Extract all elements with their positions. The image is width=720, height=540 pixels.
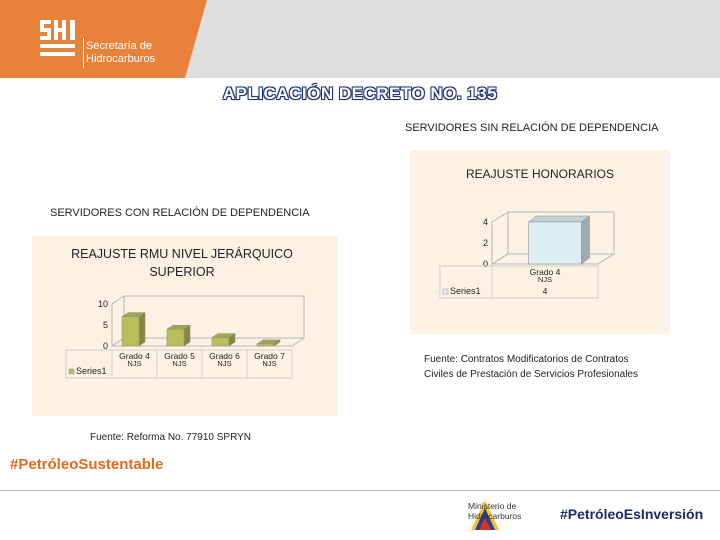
right-chart-panel xyxy=(410,150,670,334)
hashtag-right: #PetróleoEsInversión xyxy=(560,506,704,522)
logo-line2: Hidrocarburos xyxy=(86,53,156,65)
category-label-line1: Grado 7 xyxy=(254,351,285,361)
category-label-line2: NJS xyxy=(217,359,232,368)
legend-key xyxy=(69,369,74,374)
bar-side xyxy=(139,313,145,346)
page-title: APLICACIÓN DECRETO NO. 135 xyxy=(222,84,498,103)
left-source-note: Fuente: Reforma No. 77910 SPRYN xyxy=(90,432,252,443)
ministerio-line2: Hidrocarburos xyxy=(468,511,522,521)
category-label-line1: Grado 6 xyxy=(209,351,240,361)
y-tick-label: 2 xyxy=(482,238,488,248)
logo-separator xyxy=(83,38,84,68)
category-label-line1: Grado 4 xyxy=(119,351,150,361)
right-chart-title: REAJUSTE HONORARIOS xyxy=(465,167,615,181)
left-chart xyxy=(32,236,338,416)
shi-logo-icon xyxy=(40,20,80,64)
left-chart-panel xyxy=(32,236,338,416)
category-label-line2: NJS xyxy=(172,359,187,368)
left-chart-title-line2: SUPERIOR xyxy=(149,265,215,279)
chart-side-wall xyxy=(492,212,508,264)
right-source-note xyxy=(424,352,638,382)
left-chart-title-line1: REAJUSTE RMU NIVEL JERÁRQUICO xyxy=(71,247,293,261)
y-tick-label: 4 xyxy=(482,217,488,227)
left-section-label: SERVIDORES CON RELACIÓN DE DEPENDENCIA xyxy=(50,207,310,219)
y-tick-label: 0 xyxy=(102,341,108,351)
right-chart xyxy=(410,150,670,334)
right-section-label: SERVIDORES SIN RELACIÓN DE DEPENDENCIA xyxy=(405,122,659,134)
ministerio-text xyxy=(468,501,521,521)
bar xyxy=(212,338,229,346)
header-orange-wedge xyxy=(185,0,207,78)
legend-key xyxy=(443,289,448,294)
footer-divider xyxy=(0,490,720,491)
category-label-line2: NJS xyxy=(127,359,142,368)
logo-line1: Secretaría de xyxy=(86,40,153,52)
category-label-line2: NJS xyxy=(537,275,553,284)
hashtag-left: #PetróleoSustentable xyxy=(10,456,164,473)
category-label-line1: Grado 5 xyxy=(164,351,195,361)
y-tick-label: 5 xyxy=(102,320,108,330)
bar-side xyxy=(582,216,590,264)
data-label: 4 xyxy=(542,286,548,296)
bar xyxy=(529,222,582,264)
ministerio-line1: Ministerio de xyxy=(468,501,517,511)
legend-series-name: Series1 xyxy=(450,286,481,296)
bar xyxy=(122,317,139,346)
y-tick-label: 10 xyxy=(97,299,108,309)
logo-text xyxy=(86,40,155,66)
bar xyxy=(167,329,184,346)
chart-back-wall xyxy=(124,296,304,338)
category-label-line2: NJS xyxy=(262,359,277,368)
y-tick-label: 0 xyxy=(482,259,488,269)
header-orange-band xyxy=(0,0,185,78)
legend-series-name: Series1 xyxy=(76,366,107,376)
bar-top xyxy=(529,216,590,222)
right-source-line2: Civiles de Prestación de Servicios Profesionales xyxy=(424,369,638,380)
bar xyxy=(257,344,274,346)
category-label-line1: Grado 4 xyxy=(529,267,561,277)
right-source-line1: Fuente: Contratos Modificatorios de Contratos xyxy=(424,354,629,365)
